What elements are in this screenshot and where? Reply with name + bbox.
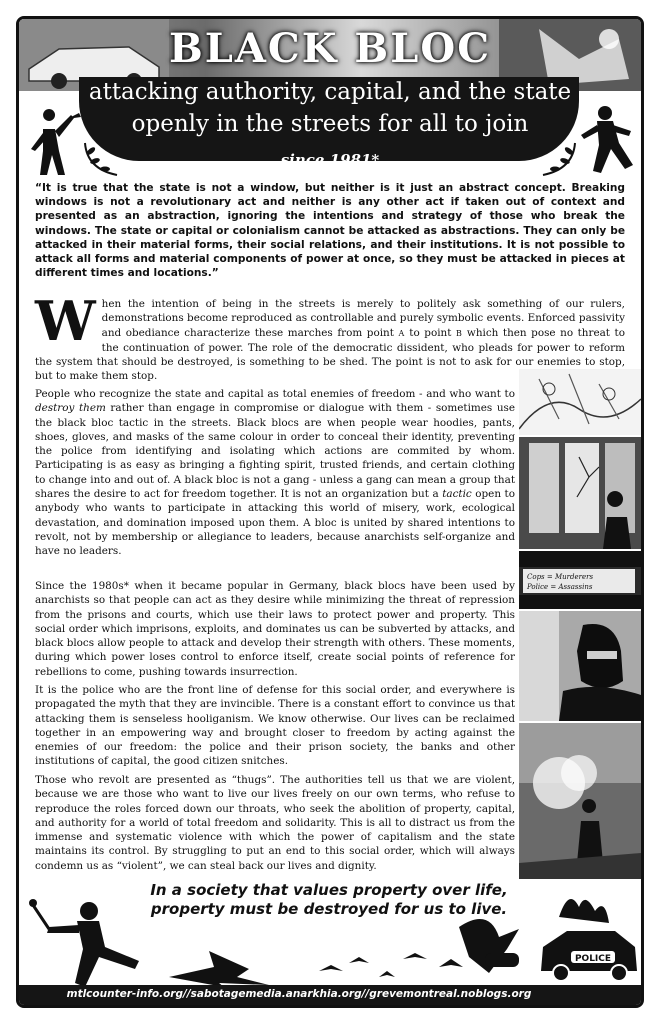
right-rioter-silhouette-icon <box>575 103 637 179</box>
opening-quote: “It is true that the state is not a window, but neither is it just an abstract concept. Breaking windows is not a revolutionary act and neither is any other act if taken out of context and presented as an abstraction, ignoring the intentions and strategy of those who break the windows. The state or capital or colonialism cannot be attacked as abstractions. They can only be attacked in their material forms, their social relations, and their institutions. It is not possible to attack all forms and material components of power at once, so they must be attacked in pieces at different times and locations.” <box>35 182 625 280</box>
since-tagline: since 1981* <box>280 151 380 169</box>
police-paragraph: It is the police who are the front line of defense for this social order, and everywhere is propagated the myth that they are invincible. There is a constant effort to convince us that attacking them is senseless hooliganism. We know otherwise. Our lives can be reclaimed together in an empowering way and brought closer to freedom by acting against the enemies of our freedom: the police and their prison society, the banks and other institutions of capital, the good citizen snitches. <box>35 684 515 768</box>
falling-debris-icon <box>169 951 269 987</box>
intro-text-b: to point <box>404 326 456 339</box>
slogan-line2: property must be destroyed for us to live. <box>150 900 508 918</box>
intro-text-a: hen the intention of being in the streets is merely to politely ask something of our rulers, demonstrations become reproduced as controllable and purely symbolic events. Enforced passivity and obediance characterize these marches from point <box>101 298 625 339</box>
photo-smashed-window <box>519 437 641 549</box>
drop-cap: W <box>35 289 96 353</box>
tactic-text-a: People who recognize the state and capital as total enemies of freedom - and who want to <box>35 388 515 400</box>
kicking-rioter-silhouette-icon <box>29 899 139 987</box>
burning-police-car-icon <box>541 899 637 981</box>
tactic-emphasis-tactic: tactic <box>442 488 472 501</box>
point-a-label: A <box>398 328 405 338</box>
photo-riot-street <box>519 723 641 879</box>
fallen-tube-icon <box>485 953 519 967</box>
photo-banner-march <box>519 551 641 609</box>
banner-text-line1: Cops = Murderers <box>527 573 594 581</box>
tactic-text-b: rather than engage in compromise or dialogue with them - sometimes use the black bloc tactic in the streets. Black blocs are when people wear hoodies, pants, shoes, gloves, and masks of the same colour in order to conceal their identity, preventing the police from identifying and isolating which actions are commited by whom. Participating is as easy as bringing a fighting spirit, trusted friends, and certain clothing to change into and out of. A black bloc is not a gang - unless a gang can mean a group that shares the desire to act for freedom together. It is not an organization but a <box>35 402 515 501</box>
banner-march-art <box>519 551 641 609</box>
sketch-crowd-art <box>519 369 641 435</box>
tactic-paragraph <box>35 387 515 559</box>
riot-street-art <box>519 723 641 879</box>
right-laurel-icon <box>539 139 579 179</box>
tactic-text-c: open to anybody who wants to participate in attacking this world of misery, work, ecological devastation, and domination imposed upon them. A bloc is united by shared intentions to revolt, not by membership or allegiance to leaders, because anarchists self-organize and have no leaders. <box>35 488 515 558</box>
masked-person-art <box>519 611 641 721</box>
intro-text-c: which then pose no threat to the continuation of power. The role of the democratic dissident, who pleads for power to reform the system that should be destroyed, is something to be shed. The point is not to ask for our enemies to stop, but to make them stop. <box>35 326 625 383</box>
point-b-label: B <box>455 328 463 338</box>
left-rioter-silhouette-icon <box>27 109 87 179</box>
poster-frame <box>16 16 644 1008</box>
photo-strip <box>519 369 641 879</box>
poster-subtitle-line2: openly in the streets for all to join <box>131 111 529 137</box>
left-laurel-icon <box>81 139 121 179</box>
poster-header <box>19 19 641 179</box>
banner-text-line2: Police = Assassins <box>527 583 593 591</box>
slogan-line1: In a society that values property over life, <box>150 881 508 899</box>
poster-title: BLACK BLOC <box>168 25 492 72</box>
photo-sketch-crowd <box>519 369 641 435</box>
footer-links: mtlcounter-info.org//sabotagemedia.anarkhia.org//grevemontreal.noblogs.org <box>66 988 532 1000</box>
tactic-emphasis-destroy: destroy them <box>35 402 106 415</box>
photo-masked-person <box>519 611 641 721</box>
smashed-window-art <box>519 437 641 549</box>
history-paragraph: Since the 1980s* when it became popular in Germany, black blocs have been used by anarchists so that people can act as they desire while minimizing the threat of repression from the prisons and courts, which use their laws to protect power and property. This social order which imprisons, exploits, and dominates us can be subverted by attacks, and black blocs allow people to attack and develop their strength with others. These moments, during which power loses control to enforce itself, create social points of reference for rebellions to come, pushing towards insurrection. <box>35 580 515 678</box>
flying-birds-icon <box>319 953 463 977</box>
poster-subtitle-line1: attacking authority, capital, and the state <box>88 79 572 105</box>
bottom-illustration <box>19 887 641 987</box>
thugs-paragraph: Those who revolt are presented as “thugs”. The authorities tell us that we are violent, because we are those who want to live our lives freely on our own terms, who refuse to reproduce the roles forced down our throats, who seek the abolition of property, capital, and authority for a world of total freedom and solidarity. This is all to distract us from the immense and systematic violence with which the power of capitalism and the state maintains its control. By struggling to put an end to this social order, which will always condemn us as “violent”, we can steal back our lives and dignity. <box>35 774 515 872</box>
police-car-label: POLICE <box>574 954 612 964</box>
